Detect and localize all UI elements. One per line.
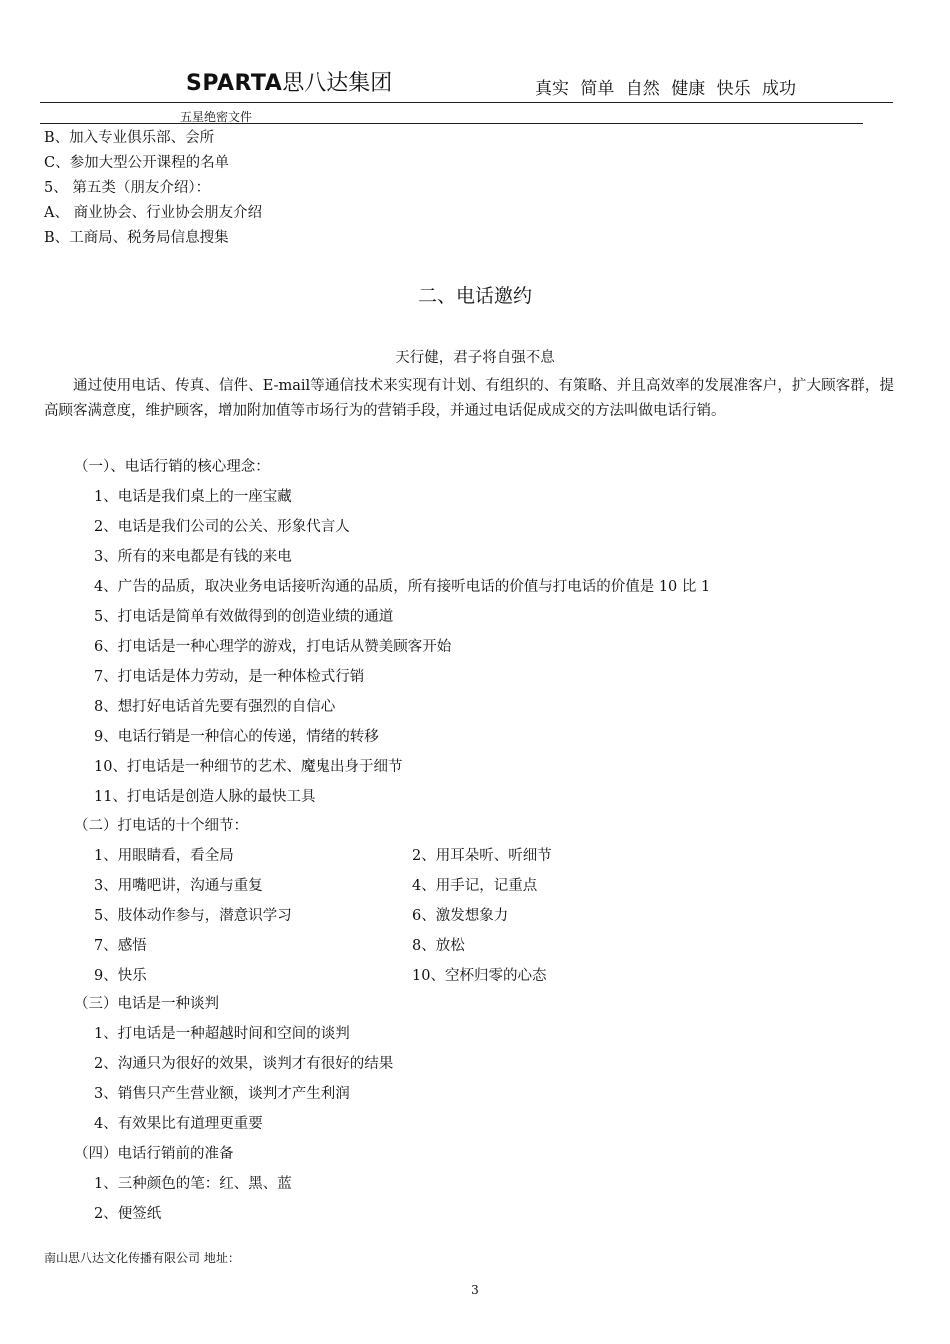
section-motto: 天行健，君子将自强不息 <box>395 350 555 366</box>
list-item: 2、沟通只为很好的效果，谈判才有很好的结果 <box>94 1056 394 1072</box>
brand-logo <box>186 66 392 97</box>
list-item: 11、打电话是创造人脉的最快工具 <box>94 789 316 805</box>
list-item: 6、打电话是一种心理学的游戏，打电话从赞美顾客开始 <box>94 639 452 655</box>
part1-heading: （一）、电话行销的核心理念： <box>74 459 270 475</box>
part3-heading: （三）电话是一种谈判 <box>74 996 219 1012</box>
list-item: 7、打电话是体力劳动，是一种体检式行销 <box>94 669 365 685</box>
page-number: 3 <box>471 1283 479 1297</box>
list-item: 10、空杯归零的心态 <box>412 968 547 984</box>
list-item: 6、激发想象力 <box>412 908 509 924</box>
list-item: 3、用嘴吧讲，沟通与重复 <box>94 878 263 894</box>
list-item: 1、三种颜色的笔：红、黑、蓝 <box>94 1176 292 1192</box>
list-item: 1、打电话是一种超越时间和空间的谈判 <box>94 1026 350 1042</box>
section-title: 二、电话邀约 <box>417 285 532 307</box>
list-item: 3、销售只产生营业额，谈判才产生利润 <box>94 1086 350 1102</box>
list-item: 2、用耳朵听、听细节 <box>412 848 552 864</box>
list-item: C、参加大型公开课程的名单 <box>44 155 230 171</box>
list-item: 4、广告的品质，取决业务电话接听沟通的品质，所有接听电话的价值与打电话的价值是 10 比 1 <box>94 579 711 595</box>
brand-name-latin: SPARTA <box>186 71 283 96</box>
list-item: 5、肢体动作参与，潜意识学习 <box>94 908 292 924</box>
list-item: 9、快乐 <box>94 968 147 984</box>
list-item: 2、电话是我们公司的公关、形象代言人 <box>94 519 350 535</box>
part4-heading: （四）电话行销前的准备 <box>74 1146 234 1162</box>
list-item: 10、打电话是一种细节的艺术、魔鬼出身于细节 <box>94 759 403 775</box>
list-item: 4、有效果比有道理更重要 <box>94 1116 263 1132</box>
list-item: 8、想打好电话首先要有强烈的自信心 <box>94 699 336 715</box>
list-item: 5、打电话是简单有效做得到的创造业绩的通道 <box>94 609 394 625</box>
list-item: 2、便签纸 <box>94 1206 162 1222</box>
list-item: B、加入专业俱乐部、会所 <box>44 130 215 146</box>
footer-company: 南山思八达文化传播有限公司 地址： <box>44 1251 240 1265</box>
list-item: B、工商局、税务局信息搜集 <box>44 230 229 246</box>
list-item: 1、用眼睛看，看全局 <box>94 848 234 864</box>
header-rule-bottom <box>40 123 863 124</box>
list-item: 9、电话行销是一种信心的传递，情绪的转移 <box>94 729 379 745</box>
confidential-label: 五星绝密文件 <box>180 110 253 124</box>
header-slogan: 真实 简单 自然 健康 快乐 成功 <box>535 79 797 99</box>
list-item: 1、电话是我们桌上的一座宝藏 <box>94 489 292 505</box>
list-item: 3、所有的来电都是有钱的来电 <box>94 549 292 565</box>
part2-heading: （二）打电话的十个细节： <box>74 818 248 834</box>
brand-name-chinese: 思八达集团 <box>282 71 393 96</box>
intro-paragraph: 通过使用电话、传真、信件、E-mail等通信技术来实现有计划、有组织的、有策略、并且高效率的发展准客户，扩大顾客群，提高顾客满意度，维护顾客，增加附加值等市场行为的营销手段，并通过电话促成成交的方法叫做电话行销。 <box>44 378 894 419</box>
list-item: 4、用手记，记重点 <box>412 878 538 894</box>
list-item: 5、 第五类（朋友介绍）： <box>44 180 211 196</box>
header-rule-top <box>40 102 893 103</box>
list-item: 8、放松 <box>412 938 465 954</box>
list-item: 7、感悟 <box>94 938 147 954</box>
list-item: A、 商业协会、行业协会朋友介绍 <box>44 205 263 221</box>
